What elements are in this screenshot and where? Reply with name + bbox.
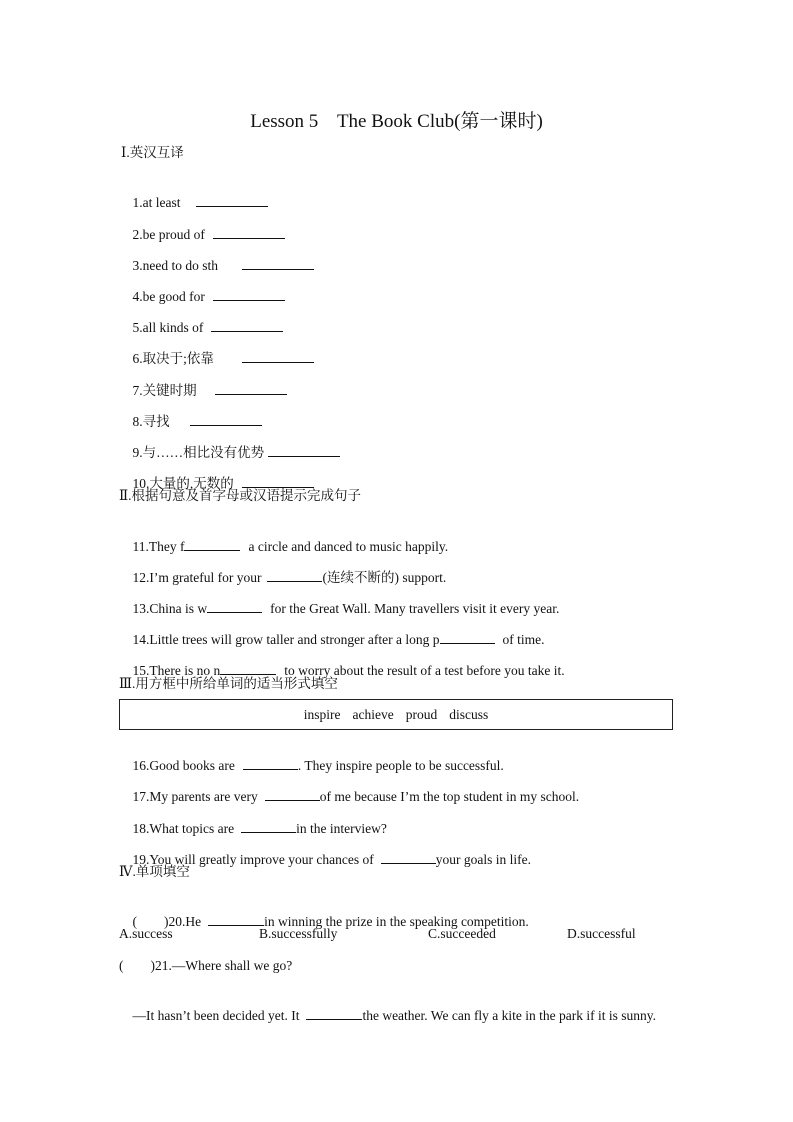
- option-b[interactable]: B.successfully: [259, 926, 338, 941]
- answer-blank[interactable]: [213, 225, 285, 239]
- answer-blank[interactable]: [242, 474, 314, 488]
- question-text: 14.Little trees will grow taller and stronger after a long p: [132, 632, 440, 647]
- question-text: 16.Good books are: [132, 758, 235, 773]
- question-text: of me because I’m the top student in my school.: [319, 789, 580, 804]
- section-3-heading: Ⅲ.用方框中所给单词的适当形式填空: [119, 676, 338, 691]
- answer-blank[interactable]: [381, 850, 436, 864]
- question-text: 3.need to do sth: [132, 258, 218, 273]
- answer-blank[interactable]: [211, 318, 283, 332]
- word-option: proud: [405, 706, 438, 722]
- question-text: 13.China is w: [132, 601, 208, 616]
- answer-blank[interactable]: [242, 349, 314, 363]
- answer-blank[interactable]: [215, 381, 287, 395]
- answer-blank[interactable]: [242, 256, 314, 270]
- question-text: 6.取决于;依靠: [132, 351, 214, 366]
- option-c[interactable]: C.succeeded: [428, 926, 496, 941]
- answer-blank[interactable]: [241, 819, 296, 833]
- answer-blank[interactable]: [220, 661, 276, 675]
- question-text: 17.My parents are very: [132, 789, 258, 804]
- page-title: Lesson 5 The Book Club(第一课时): [250, 111, 543, 132]
- question-text: 10.大量的,无数的: [132, 476, 234, 491]
- question-text: 4.be good for: [132, 289, 205, 304]
- question-text: 8.寻找: [132, 414, 170, 429]
- question-text: to worry about the result of a test before you take it.: [284, 663, 565, 678]
- option-a[interactable]: A.success: [119, 926, 173, 941]
- question-text: in winning the prize in the speaking competition.: [264, 914, 529, 929]
- answer-blank[interactable]: [243, 756, 298, 770]
- answer-blank[interactable]: [184, 537, 240, 551]
- answer-blank[interactable]: [196, 193, 268, 207]
- question-21: ( )21.—Where shall we go?: [119, 958, 293, 973]
- answer-blank[interactable]: [440, 630, 495, 644]
- question-text: ( )20.He: [132, 914, 202, 929]
- question-text: 7.关键时期: [132, 383, 197, 398]
- question-text: for the Great Wall. Many travellers visit it every year.: [270, 601, 560, 616]
- question-text: 15.There is no n: [132, 663, 221, 678]
- question-text: . They inspire people to be successful.: [297, 758, 504, 773]
- question-text: —It hasn’t been decided yet. It: [132, 1008, 300, 1023]
- question-text: a circle and danced to music happily.: [248, 539, 449, 554]
- question-text: 2.be proud of: [132, 227, 205, 242]
- question-text: 11.They f: [132, 539, 185, 554]
- question-text: 5.all kinds of: [132, 320, 204, 335]
- question-text: (连续不断的) support.: [322, 570, 447, 585]
- section-2-heading: Ⅱ.根据句意及首字母或汉语提示完成句子: [119, 488, 362, 503]
- question-21-line-2: [119, 988, 656, 1043]
- answer-blank[interactable]: [268, 443, 340, 457]
- word-box: [119, 699, 673, 730]
- section-4-heading: Ⅳ.单项填空: [119, 864, 190, 879]
- answer-blank[interactable]: [267, 568, 322, 582]
- question-text: 18.What topics are: [132, 821, 235, 836]
- word-option: achieve: [352, 706, 394, 722]
- question-text: of time.: [502, 632, 545, 647]
- word-option: inspire: [303, 706, 341, 722]
- question-text: 1.at least: [132, 195, 181, 210]
- question-text: 9.与……相比没有优势: [132, 445, 265, 460]
- answer-blank[interactable]: [208, 912, 264, 926]
- question-text: 19.You will greatly improve your chances of: [132, 852, 374, 867]
- answer-blank[interactable]: [306, 1006, 362, 1020]
- option-d[interactable]: D.successful: [567, 926, 636, 941]
- answer-blank[interactable]: [213, 287, 285, 301]
- question-text: in the interview?: [296, 821, 387, 836]
- question-text: your goals in life.: [435, 852, 531, 867]
- word-option: discuss: [449, 706, 489, 722]
- answer-blank[interactable]: [190, 412, 262, 426]
- question-text: the weather. We can fly a kite in the park if it is sunny.: [362, 1008, 657, 1023]
- answer-blank[interactable]: [265, 787, 320, 801]
- answer-blank[interactable]: [207, 599, 262, 613]
- section-1-heading: Ⅰ.英汉互译: [121, 145, 184, 160]
- question-text: 12.I’m grateful for your: [132, 570, 262, 585]
